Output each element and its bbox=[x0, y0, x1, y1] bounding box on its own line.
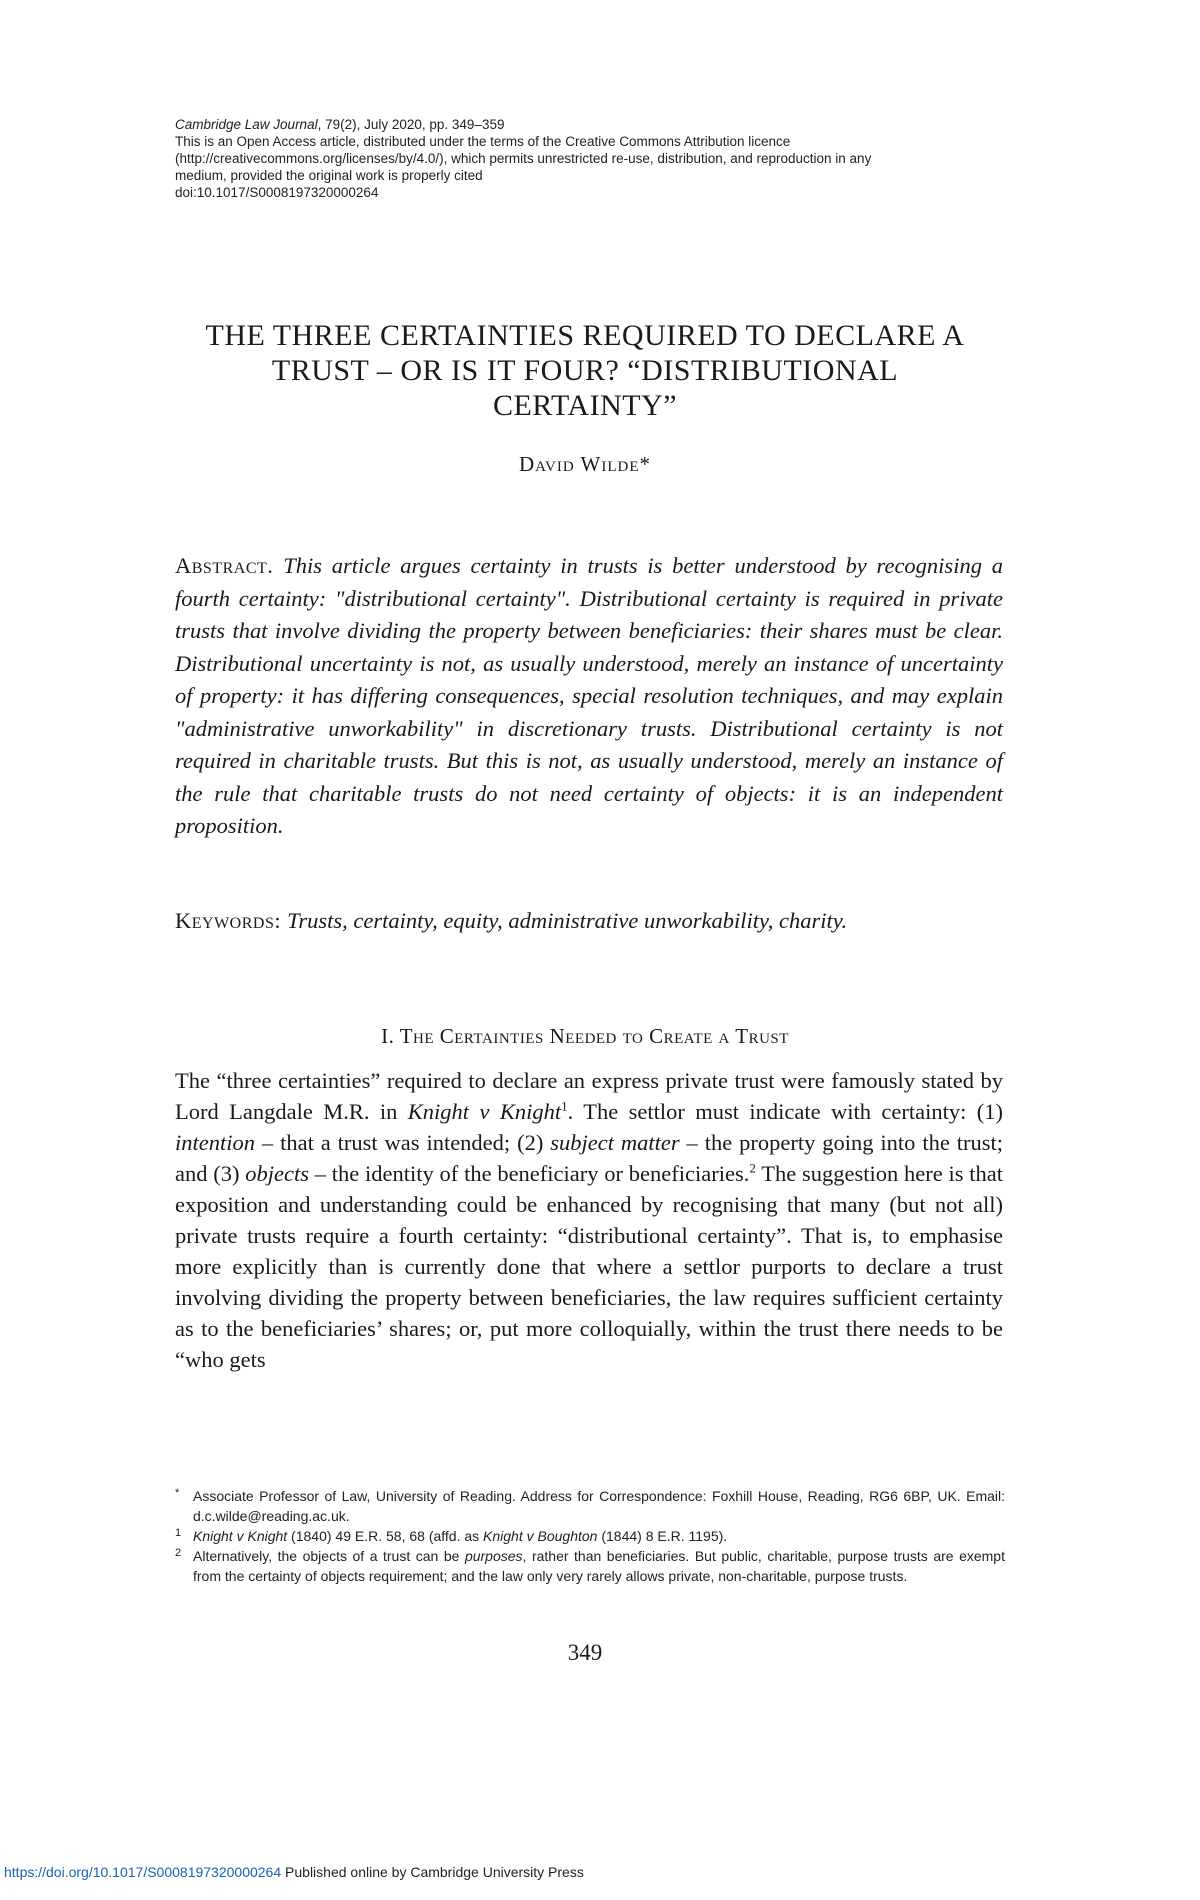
body-text-run: The “three certainties” required to declare an express private trust were famously stated by Lord Langdale M.R. in bbox=[175, 1068, 1003, 1124]
footnote-ref-1[interactable]: 1 bbox=[561, 1098, 568, 1114]
license-line-1: This is an Open Access article, distributed under the terms of the Creative Commons Attribution licence bbox=[175, 134, 791, 149]
license-line-3: medium, provided the original work is properly cited bbox=[175, 168, 483, 183]
abstract bbox=[175, 550, 1003, 843]
article-doi: doi:10.1017/S0008197320000264 bbox=[175, 185, 379, 200]
keywords-text: Trusts, certainty, equity, administrative unworkability, charity. bbox=[287, 908, 848, 933]
title-line-3: CERTAINTY” bbox=[492, 389, 678, 422]
footnote-ref-2[interactable]: 2 bbox=[749, 1160, 756, 1176]
journal-citation bbox=[175, 116, 1005, 133]
footnote-mark: 1 bbox=[175, 1527, 182, 1539]
body-paragraph bbox=[175, 1065, 1003, 1375]
author-name: David Wilde* bbox=[518, 452, 652, 476]
case-citation: Knight v Boughton bbox=[483, 1528, 598, 1544]
footnotes bbox=[175, 1486, 1005, 1586]
body-text-run: The suggestion here is that exposition and understanding could be enhanced by recognising that many (but not all) private trusts require a fourth certainty: “distributional certainty”. That is, to emphasise more explicitly than is currently done that where a settlor purports to declare a trust involving dividing the property between beneficiaries, the law requires sufficient certainty as to the beneficiaries’ shares; or, put more colloquially, within the trust there needs to be “who gets bbox=[175, 1161, 1003, 1372]
footnote-mark: 2 bbox=[175, 1547, 182, 1559]
publication-footer bbox=[4, 1864, 584, 1880]
body-text-run: – that a trust was intended; (2) bbox=[255, 1130, 551, 1155]
citation-details: , 79(2), July 2020, pp. 349–359 bbox=[317, 117, 505, 132]
journal-name: Cambridge Law Journal bbox=[175, 117, 318, 132]
body-text-run: – the identity of the beneficiary or beneficiaries. bbox=[309, 1161, 750, 1186]
footnote-star bbox=[175, 1486, 1005, 1526]
footnote-1 bbox=[175, 1526, 1005, 1546]
footnote-text: , rather than beneficiaries. But public, charitable, purpose trusts are exempt from the certainty of objects requirement; and the law only very rarely allows private, non-charitable, purpose trusts. bbox=[193, 1548, 1005, 1584]
article-citation-header bbox=[175, 116, 1005, 201]
keywords bbox=[175, 906, 1003, 936]
doi-link[interactable]: https://doi.org/10.1017/S0008197320000264 bbox=[4, 1864, 282, 1880]
abstract-label: Abstract. bbox=[175, 553, 274, 578]
body-text bbox=[175, 1065, 1003, 1375]
footnote-text: (1840) 49 E.R. 58, 68 (affd. as bbox=[287, 1528, 484, 1544]
article-title bbox=[170, 318, 1000, 423]
footnote-2 bbox=[175, 1546, 1005, 1586]
term-intention: intention bbox=[175, 1130, 255, 1155]
case-citation: Knight v Knight bbox=[193, 1528, 288, 1544]
term-purposes: purposes bbox=[464, 1548, 523, 1564]
abstract-text: This article argues certainty in trusts is better understood by recognising a fourth certainty: "distributional certainty". Distributional certainty is required in private trusts that involve dividing the property between beneficiaries: their shares must be clear. Distributional uncertainty is not, as usually understood, merely an instance of uncertainty of property: it has differing consequences, special resolution techniques, and may explain "administrative unworkability" in discretionary trusts. Distributional certainty is not required in charitable trusts. But this is not, as usually understood, merely an instance of the rule that charitable trusts do not need certainty of objects: it is an independent proposition. bbox=[175, 553, 1003, 838]
term-subject-matter: subject matter bbox=[550, 1130, 680, 1155]
title-line-2: TRUST – OR IS IT FOUR? “DISTRIBUTIONAL bbox=[271, 354, 899, 387]
title-line-1: THE THREE CERTAINTIES REQUIRED TO DECLARE A bbox=[205, 319, 965, 352]
footnote-mark: * bbox=[175, 1487, 180, 1499]
body-text-run: – the property going into the trust; and (3) bbox=[175, 1130, 1003, 1186]
published-online-text: Published online by Cambridge University Press bbox=[281, 1864, 584, 1880]
section-heading: I. The Certainties Needed to Create a Trust bbox=[381, 1024, 789, 1048]
footnote-text: (1844) 8 E.R. 1195). bbox=[597, 1528, 728, 1544]
footnote-text: Alternatively, the objects of a trust can be bbox=[193, 1548, 465, 1564]
license-line-2: (http://creativecommons.org/licenses/by/4.0/), which permits unrestricted re-use, distribution, and reproduction in any bbox=[175, 151, 872, 166]
footnote-text: Associate Professor of Law, University of Reading. Address for Correspondence: Foxhill House, Reading, RG6 6BP, UK. Email: d.c.wilde@reading.ac.uk. bbox=[193, 1488, 1005, 1524]
body-text-run: . The settlor must indicate with certainty: (1) bbox=[567, 1099, 1003, 1124]
page-number: 349 bbox=[567, 1640, 603, 1665]
term-objects: objects bbox=[245, 1161, 309, 1186]
keywords-label: Keywords: bbox=[175, 908, 282, 933]
case-citation: Knight v Knight bbox=[407, 1099, 562, 1124]
